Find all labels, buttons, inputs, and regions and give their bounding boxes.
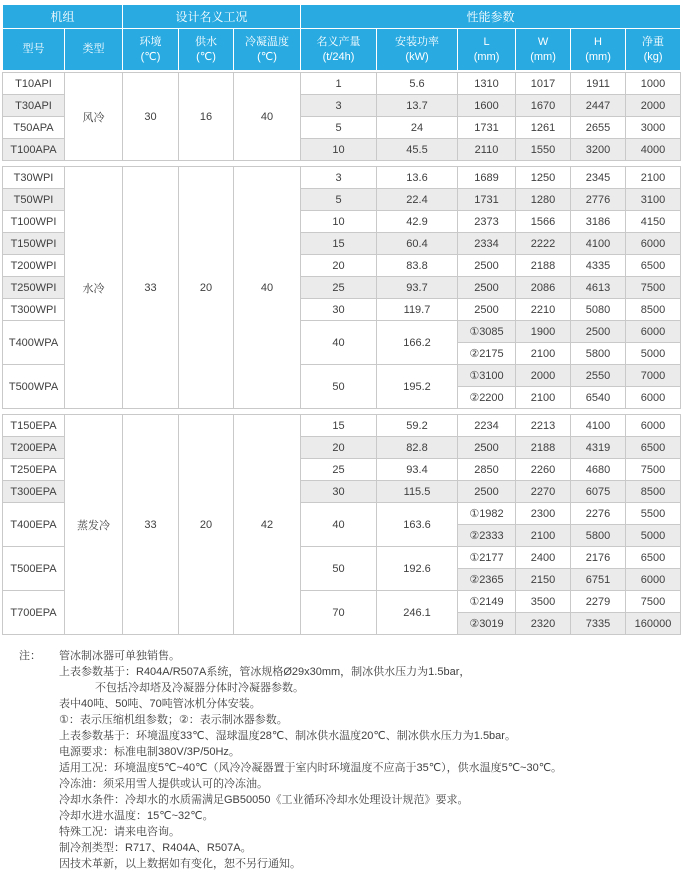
column-header-unit: (℃) <box>140 50 161 63</box>
column-header-unit: (mm) <box>530 50 556 63</box>
spec-group-table <box>2 166 681 409</box>
capacity-cell: 30 <box>301 299 377 321</box>
width-cell: 1261 <box>516 117 571 139</box>
note-line: 冷却水条件：冷却水的水质需满足GB50050《工业循环冷却水处理设计规范》要求。 <box>59 794 469 806</box>
net-weight-cell: 6000 <box>626 387 681 409</box>
height-cell: 6540 <box>571 387 626 409</box>
note-line: 上表参数基于：R404A/R507A系统，管冰规格Ø29x30mm，制冰供水压力为1.5bar， <box>59 666 471 678</box>
type-cell: 水冷 <box>65 167 123 409</box>
net-weight-cell: 6000 <box>626 415 681 437</box>
width-cell: 1017 <box>516 73 571 95</box>
capacity-cell: 25 <box>301 277 377 299</box>
capacity-cell: 20 <box>301 255 377 277</box>
net-weight-cell: 160000 <box>626 613 681 635</box>
net-weight-cell: 7000 <box>626 365 681 387</box>
column-header-label: 安装功率 <box>395 35 440 48</box>
length-cell: ②3019 <box>458 613 516 635</box>
net-weight-cell: 6500 <box>626 547 681 569</box>
note-line: 制冷剂类型：R717、R404A、R507A。 <box>59 842 252 854</box>
note-label: 注： <box>19 650 41 662</box>
header-group-cell: 机组 <box>3 5 123 29</box>
net-weight-cell: 4150 <box>626 211 681 233</box>
capacity-cell: 3 <box>301 167 377 189</box>
power-cell: 166.2 <box>377 321 458 365</box>
length-cell: ②2175 <box>458 343 516 365</box>
length-cell: ①1982 <box>458 503 516 525</box>
column-header-cell <box>234 29 301 71</box>
length-cell: ①3085 <box>458 321 516 343</box>
ambient-temp-cell: 33 <box>123 167 179 409</box>
spec-table-groups <box>2 72 676 635</box>
model-cell: T50WPI <box>3 189 65 211</box>
net-weight-cell: 4000 <box>626 139 681 161</box>
net-weight-cell: 6000 <box>626 569 681 591</box>
model-cell: T150EPA <box>3 415 65 437</box>
note-line: 表中40吨、50吨、70吨管冰机分体安装。 <box>59 698 261 710</box>
power-cell: 119.7 <box>377 299 458 321</box>
height-cell: 2655 <box>571 117 626 139</box>
power-cell: 163.6 <box>377 503 458 547</box>
height-cell: 5080 <box>571 299 626 321</box>
height-cell: 5800 <box>571 343 626 365</box>
length-cell: 1731 <box>458 189 516 211</box>
capacity-cell: 50 <box>301 547 377 591</box>
column-header-label: 类型 <box>82 43 105 55</box>
model-cell: T300EPA <box>3 481 65 503</box>
model-cell: T50APA <box>3 117 65 139</box>
length-cell: 2110 <box>458 139 516 161</box>
height-cell: 4100 <box>571 415 626 437</box>
length-cell: ②2365 <box>458 569 516 591</box>
power-cell: 60.4 <box>377 233 458 255</box>
width-cell: 2100 <box>516 387 571 409</box>
power-cell: 13.6 <box>377 167 458 189</box>
length-cell: ②2200 <box>458 387 516 409</box>
capacity-cell: 40 <box>301 321 377 365</box>
capacity-cell: 15 <box>301 415 377 437</box>
height-cell: 2447 <box>571 95 626 117</box>
model-cell: T150WPI <box>3 233 65 255</box>
model-cell: T100APA <box>3 139 65 161</box>
power-cell: 192.6 <box>377 547 458 591</box>
width-cell: 2320 <box>516 613 571 635</box>
net-weight-cell: 6000 <box>626 233 681 255</box>
power-cell: 115.5 <box>377 481 458 503</box>
width-cell: 1670 <box>516 95 571 117</box>
length-cell: ②2333 <box>458 525 516 547</box>
note-line: ①：表示压缩机组参数；②：表示制冰器参数。 <box>59 714 288 726</box>
net-weight-cell: 3100 <box>626 189 681 211</box>
length-cell: 1731 <box>458 117 516 139</box>
net-weight-cell: 2000 <box>626 95 681 117</box>
length-cell: 2500 <box>458 481 516 503</box>
length-cell: 1310 <box>458 73 516 95</box>
column-header-unit: (kg) <box>643 50 663 63</box>
capacity-cell: 5 <box>301 117 377 139</box>
capacity-cell: 40 <box>301 503 377 547</box>
column-header-label: W <box>537 35 549 48</box>
ambient-temp-cell: 33 <box>123 415 179 635</box>
height-cell: 6751 <box>571 569 626 591</box>
power-cell: 93.4 <box>377 459 458 481</box>
condensing-temp-cell: 40 <box>234 73 301 161</box>
width-cell: 2300 <box>516 503 571 525</box>
length-cell: 1600 <box>458 95 516 117</box>
condensing-temp-cell: 40 <box>234 167 301 409</box>
model-cell: T10API <box>3 73 65 95</box>
height-cell: 2279 <box>571 591 626 613</box>
length-cell: 2500 <box>458 299 516 321</box>
width-cell: 2100 <box>516 343 571 365</box>
length-cell: 2373 <box>458 211 516 233</box>
column-header-unit: (t/24h) <box>322 50 355 63</box>
width-cell: 1550 <box>516 139 571 161</box>
supply-water-temp-cell: 16 <box>179 73 234 161</box>
type-cell: 风冷 <box>65 73 123 161</box>
supply-water-temp-cell: 20 <box>179 415 234 635</box>
capacity-cell: 25 <box>301 459 377 481</box>
net-weight-cell: 7500 <box>626 277 681 299</box>
net-weight-cell: 8500 <box>626 481 681 503</box>
net-weight-cell: 8500 <box>626 299 681 321</box>
height-cell: 4613 <box>571 277 626 299</box>
column-header-label: 冷凝温度 <box>245 35 290 48</box>
note-line: 冷冻油：须采用雪人提供或认可的冷冻油。 <box>59 778 268 790</box>
height-cell: 4680 <box>571 459 626 481</box>
length-cell: 2500 <box>458 255 516 277</box>
height-cell: 3200 <box>571 139 626 161</box>
width-cell: 2213 <box>516 415 571 437</box>
width-cell: 2222 <box>516 233 571 255</box>
spec-group-table <box>2 414 681 635</box>
height-cell: 4335 <box>571 255 626 277</box>
length-cell: ①2149 <box>458 591 516 613</box>
header-group-cell: 性能参数 <box>301 5 681 29</box>
note-line: 上表参数基于：环境温度33℃、湿球温度28℃、制冰供水温度20℃、制冰供水压力为1.5bar。 <box>59 730 516 742</box>
model-cell: T400EPA <box>3 503 65 547</box>
height-cell: 2550 <box>571 365 626 387</box>
power-cell: 82.8 <box>377 437 458 459</box>
width-cell: 2150 <box>516 569 571 591</box>
width-cell: 2188 <box>516 437 571 459</box>
net-weight-cell: 6500 <box>626 437 681 459</box>
power-cell: 59.2 <box>377 415 458 437</box>
power-cell: 24 <box>377 117 458 139</box>
column-header-cell <box>123 29 179 71</box>
net-weight-cell: 5500 <box>626 503 681 525</box>
capacity-cell: 5 <box>301 189 377 211</box>
net-weight-cell: 2100 <box>626 167 681 189</box>
notes-section <box>2 648 676 872</box>
model-cell: T200EPA <box>3 437 65 459</box>
capacity-cell: 20 <box>301 437 377 459</box>
model-cell: T400WPA <box>3 321 65 365</box>
height-cell: 2345 <box>571 167 626 189</box>
width-cell: 1566 <box>516 211 571 233</box>
supply-water-temp-cell: 20 <box>179 167 234 409</box>
power-cell: 246.1 <box>377 591 458 635</box>
model-cell: T500EPA <box>3 547 65 591</box>
spec-group-table <box>2 72 681 161</box>
length-cell: ①2177 <box>458 547 516 569</box>
height-cell: 6075 <box>571 481 626 503</box>
column-header-cell <box>179 29 234 71</box>
model-cell: T700EPA <box>3 591 65 635</box>
power-cell: 13.7 <box>377 95 458 117</box>
width-cell: 1280 <box>516 189 571 211</box>
capacity-cell: 50 <box>301 365 377 409</box>
height-cell: 2500 <box>571 321 626 343</box>
net-weight-cell: 6500 <box>626 255 681 277</box>
note-line: 电源要求：标准电制380V/3P/50Hz。 <box>59 746 240 758</box>
width-cell: 2270 <box>516 481 571 503</box>
capacity-cell: 70 <box>301 591 377 635</box>
column-header-label: 供水 <box>195 35 218 48</box>
height-cell: 1911 <box>571 73 626 95</box>
net-weight-cell: 5000 <box>626 343 681 365</box>
column-header-cell <box>3 29 65 71</box>
power-cell: 93.7 <box>377 277 458 299</box>
condensing-temp-cell: 42 <box>234 415 301 635</box>
net-weight-cell: 7500 <box>626 591 681 613</box>
length-cell: 2234 <box>458 415 516 437</box>
capacity-cell: 15 <box>301 233 377 255</box>
height-cell: 3186 <box>571 211 626 233</box>
column-header-unit: (℃) <box>196 50 216 63</box>
ambient-temp-cell: 30 <box>123 73 179 161</box>
length-cell: 2334 <box>458 233 516 255</box>
width-cell: 2100 <box>516 525 571 547</box>
column-header-label: 环境 <box>139 35 162 48</box>
width-cell: 2260 <box>516 459 571 481</box>
model-cell: T300WPI <box>3 299 65 321</box>
power-cell: 45.5 <box>377 139 458 161</box>
column-header-label: 名义产量 <box>316 35 361 48</box>
model-cell: T100WPI <box>3 211 65 233</box>
width-cell: 1900 <box>516 321 571 343</box>
length-cell: 1689 <box>458 167 516 189</box>
column-header-label: 型号 <box>22 43 45 55</box>
net-weight-cell: 7500 <box>626 459 681 481</box>
column-header-cell <box>301 29 377 71</box>
model-cell: T250EPA <box>3 459 65 481</box>
column-header-cell <box>65 29 123 71</box>
column-header-cell <box>516 29 571 71</box>
note-line: 管冰制冰器可单独销售。 <box>59 650 180 662</box>
model-cell: T30WPI <box>3 167 65 189</box>
height-cell: 2176 <box>571 547 626 569</box>
power-cell: 83.8 <box>377 255 458 277</box>
net-weight-cell: 3000 <box>626 117 681 139</box>
model-cell: T250WPI <box>3 277 65 299</box>
width-cell: 2400 <box>516 547 571 569</box>
power-cell: 5.6 <box>377 73 458 95</box>
net-weight-cell: 5000 <box>626 525 681 547</box>
note-line: 因技术革新，以上数据如有变化，恕不另行通知。 <box>59 858 301 870</box>
column-header-cell <box>626 29 681 71</box>
column-header-unit: (kW) <box>405 50 429 63</box>
capacity-cell: 30 <box>301 481 377 503</box>
capacity-cell: 10 <box>301 139 377 161</box>
width-cell: 2188 <box>516 255 571 277</box>
column-header-cell <box>377 29 458 71</box>
model-cell: T200WPI <box>3 255 65 277</box>
model-cell: T500WPA <box>3 365 65 409</box>
column-header-label: H <box>594 35 602 48</box>
height-cell: 4100 <box>571 233 626 255</box>
column-header-unit: (mm) <box>473 50 500 63</box>
height-cell: 5800 <box>571 525 626 547</box>
width-cell: 2210 <box>516 299 571 321</box>
note-line: 特殊工况：请来电咨询。 <box>59 826 180 838</box>
length-cell: 2500 <box>458 437 516 459</box>
length-cell: 2500 <box>458 277 516 299</box>
column-header-cell <box>571 29 626 71</box>
length-cell: 2850 <box>458 459 516 481</box>
height-cell: 2276 <box>571 503 626 525</box>
width-cell: 3500 <box>516 591 571 613</box>
column-header-label: L <box>483 35 490 48</box>
spec-table-header <box>2 4 681 71</box>
height-cell: 7335 <box>571 613 626 635</box>
column-header-unit: (mm) <box>585 50 611 63</box>
capacity-cell: 10 <box>301 211 377 233</box>
column-header-unit: (℃) <box>257 50 277 63</box>
capacity-cell: 3 <box>301 95 377 117</box>
height-cell: 4319 <box>571 437 626 459</box>
width-cell: 2000 <box>516 365 571 387</box>
model-cell: T30API <box>3 95 65 117</box>
header-group-cell: 设计名义工况 <box>123 5 301 29</box>
power-cell: 195.2 <box>377 365 458 409</box>
note-line: 适用工况：环境温度5℃~40℃（风冷冷凝器置于室内时环境温度不应高于35℃），供水温度5℃~30℃。 <box>59 762 563 774</box>
height-cell: 2776 <box>571 189 626 211</box>
width-cell: 1250 <box>516 167 571 189</box>
length-cell: ①3100 <box>458 365 516 387</box>
note-line: 不包括冷却塔及冷凝器分体时冷凝器参数。 <box>95 682 304 694</box>
capacity-cell: 1 <box>301 73 377 95</box>
net-weight-cell: 6000 <box>626 321 681 343</box>
net-weight-cell: 1000 <box>626 73 681 95</box>
note-lines <box>2 648 676 872</box>
type-cell: 蒸发冷 <box>65 415 123 635</box>
note-line: 冷却水进水温度：15℃~32℃。 <box>59 810 214 822</box>
width-cell: 2086 <box>516 277 571 299</box>
column-header-label: 净重 <box>642 35 665 48</box>
column-header-cell <box>458 29 516 71</box>
power-cell: 42.9 <box>377 211 458 233</box>
power-cell: 22.4 <box>377 189 458 211</box>
